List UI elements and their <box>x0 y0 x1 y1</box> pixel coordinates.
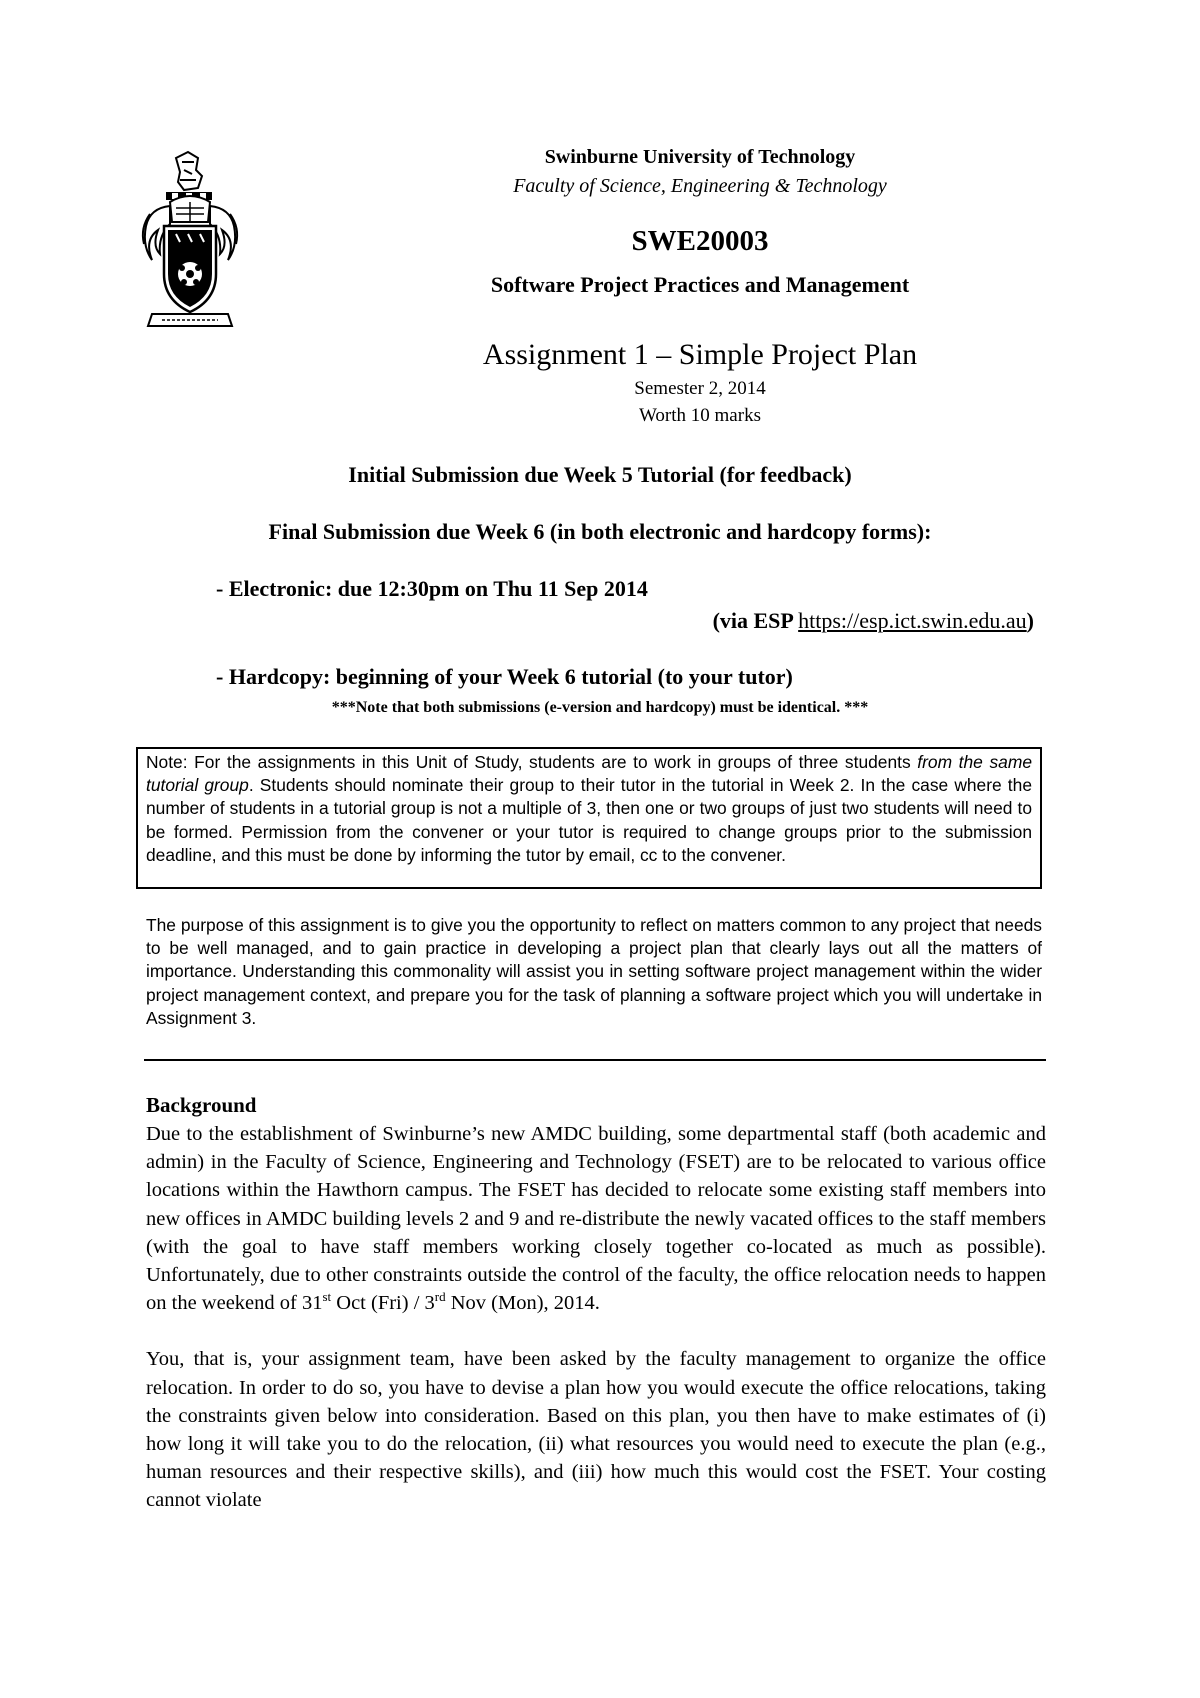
via-prefix: (via ESP <box>712 608 799 633</box>
initial-submission: Initial Submission due Week 5 Tutorial (for feedback) <box>348 462 852 487</box>
background-text <box>146 1120 1046 1543</box>
note-text-italic: from the same tutorial group <box>146 752 1032 796</box>
bg-p1-b: Oct (Fri) / 3 <box>331 1292 435 1315</box>
esp-link[interactable]: https://esp.ict.swin.edu.au <box>798 608 1027 633</box>
bg-p1-a: Due to the establishment of Swinburne’s new AMDC building, some departmental staff (both academic and admin) in the Faculty of Science, Engineering and Technology (FSET) are to be relocated to various office locations within the Hawthorn campus. The FSET has decided to relocate some existing staff members into new offices in AMDC building levels 2 and 9 and re-distribute the newly vacated offices to the staff members (with the goal to have staff members working closely together co-located as much as possible). Unfortunately, due to other constraints outside the control of the faculty, the office relocation needs to happen on the weekend of 31 <box>146 1123 1046 1315</box>
background-heading: Background <box>146 1093 257 1117</box>
unit-code: SWE20003 <box>631 225 769 257</box>
group-note-box <box>136 747 1042 889</box>
semester: Semester 2, 2014 <box>634 378 766 399</box>
note-text-2: . Students should nominate their group to their tutor in the tutorial in Week 2. In the case where the number of students in a tutorial group is not a multiple of 3, then one or two groups of just two students will need to be formed. Permission from the convener or your tutor is required to change groups prior to the submission deadline, and this must be done by informing the tutor by email, cc to the convener. <box>146 775 1032 865</box>
bg-sup-1: st <box>322 1289 332 1305</box>
unit-name: Software Project Practices and Management <box>490 272 910 297</box>
bg-sup-2: rd <box>434 1289 446 1305</box>
background-paragraph-2: You, that is, your assignment team, have been asked by the faculty management to organize the office relocation. In order to do so, you have to devise a plan how you would execute the office relocations, taking the constraints given below into consideration. Based on this plan, you then have to make estimates of (i) how long it will take you to do the relocation, (ii) what resources you would need to execute the plan (e.g., human resources and their respective skills), and (iii) how much this would cost the FSET. Your costing cannot violate <box>146 1348 1046 1512</box>
worth: Worth 10 marks <box>639 405 761 426</box>
note-text-1: Note: For the assignments in this Unit of Study, students are to work in groups of three students <box>146 752 918 772</box>
identical-note: ***Note that both submissions (e-version and hardcopy) must be identical. *** <box>331 699 869 716</box>
section-divider <box>144 1059 1046 1061</box>
university-crest-logo <box>136 150 244 340</box>
via-suffix: ) <box>1026 608 1034 633</box>
background-paragraph-1 <box>146 1120 1046 1317</box>
hardcopy-due: - Hardcopy: beginning of your Week 6 tutorial (to your tutor) <box>216 664 793 689</box>
purpose-paragraph: The purpose of this assignment is to give you the opportunity to reflect on matters common to any project that needs to be well managed, and to gain practice in developing a project plan that clearly lays out all the matters of importance. Understanding this commonality will assist you in setting software project management within the wider project management context, and prepare you for the task of planning a software project which you will undertake in Assignment 3. <box>146 915 1042 1028</box>
assignment-title: Assignment 1 – Simple Project Plan <box>482 338 918 371</box>
faculty-name: Faculty of Science, Engineering & Technology <box>513 175 887 197</box>
bg-p1-c: Nov (Mon), 2014. <box>445 1292 600 1315</box>
via-esp <box>713 608 1034 634</box>
university-name: Swinburne University of Technology <box>544 146 856 168</box>
final-submission: Final Submission due Week 6 (in both electronic and hardcopy forms): <box>268 519 932 544</box>
electronic-due: - Electronic: due 12:30pm on Thu 11 Sep 2014 <box>216 576 648 601</box>
